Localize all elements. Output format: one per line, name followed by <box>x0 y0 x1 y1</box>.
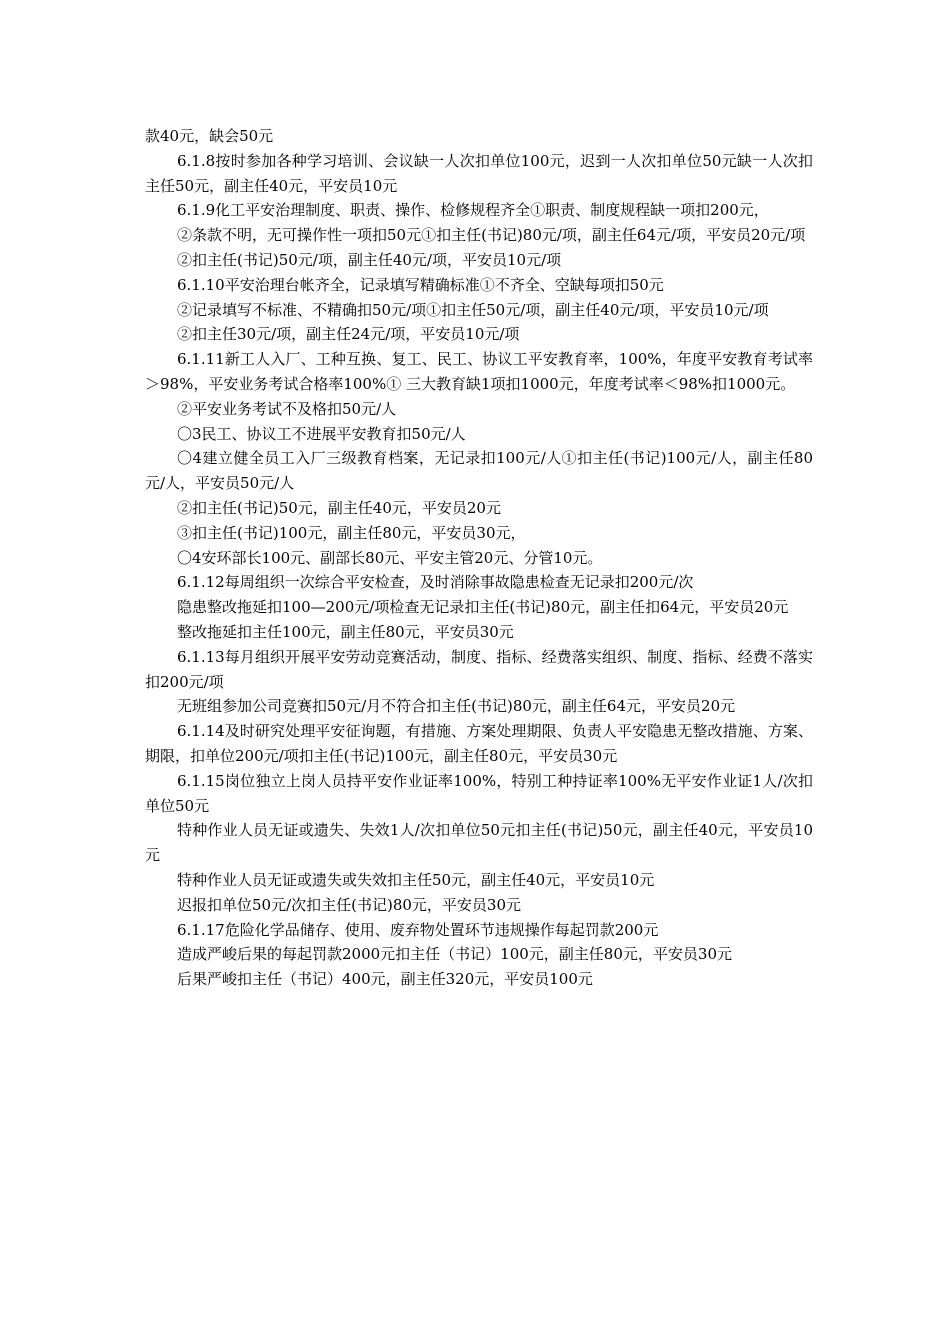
paragraph: 整改拖延扣主任100元，副主任80元，平安员30元 <box>177 622 514 641</box>
paragraph: 后果严峻扣主任（书记）400元，副主任320元，平安员100元 <box>177 970 593 989</box>
paragraph: 6.1.9化工平安治理制度、职责、操作、检修规程齐全①职责、制度规程缺一项扣200元， <box>177 201 769 220</box>
paragraph: ②平安业务考试不及格扣50元/人 <box>177 399 397 418</box>
paragraph: 〇3民工、协议工不进展平安教育扣50元/人 <box>177 424 466 443</box>
paragraph: 6.1.12每周组织一次综合平安检查，及时消除事故隐患检查无记录扣200元/次 <box>177 573 694 592</box>
paragraph: ②扣主任30元/项，副主任24元/项，平安员10元/项 <box>177 325 520 344</box>
paragraph: 隐患整改拖延扣100—200元/项检查无记录扣主任(书记)80元，副主任扣64元，平安员20元 <box>177 598 789 617</box>
paragraph: 6.1.10平安治理台帐齐全，记录填写精确标准①不齐全、空缺每项扣50元 <box>177 275 664 294</box>
paragraph: 6.1.14及时研究处理平安征询题，有措施、方案处理期限、负责人平安隐患无整改措施、方案、期限，扣单位200元/项扣主任(书记)100元，副主任80元，平安员30元 <box>145 722 813 765</box>
paragraph: ③扣主任(书记)100元，副主任80元，平安员30元， <box>177 523 526 542</box>
paragraph: 造成严峻后果的每起罚款2000元扣主任（书记）100元，副主任80元，平安员30元 <box>177 945 732 964</box>
paragraph: 款40元，缺会50元 <box>145 127 274 145</box>
paragraph: 迟报扣单位50元/次扣主任(书记)80元，平安员30元 <box>177 895 522 914</box>
paragraph: 〇4安环部长100元、副部长80元、平安主管20元、分管10元。 <box>177 548 603 567</box>
paragraph: 6.1.15岗位独立上岗人员持平安作业证率100%，特别工种持证率100%无平安作业证1人/次扣单位50元 <box>145 771 813 815</box>
paragraph: 6.1.8按时参加各种学习培训、会议缺一人次扣单位100元，迟到一人次扣单位50元缺一人次扣主任50元，副主任40元，平安员10元 <box>145 151 813 195</box>
paragraph: 无班组参加公司竞赛扣50元/月不符合扣主任(书记)80元，副主任64元，平安员20元 <box>177 697 736 716</box>
paragraph: ②扣主任(书记)50元，副主任40元，平安员20元 <box>177 498 501 517</box>
paragraph: 6.1.11新工人入厂、工种互换、复工、民工、协议工平安教育率，100%，年度平安教育考试率＞98%，平安业务考试合格率100%① 三大教育缺1项扣1000元，年度考试率＜98%扣1000元。 <box>145 350 813 393</box>
paragraph: 6.1.13每月组织开展平安劳动竞赛活动，制度、指标、经费落实组织、制度、指标、经费不落实扣200元/项 <box>145 647 813 691</box>
document-body <box>145 124 813 992</box>
paragraph: 6.1.17危险化学品储存、使用、废弃物处置环节违规操作每起罚款200元 <box>177 920 659 939</box>
paragraph: 〇4建立健全员工入厂三级教育档案，无记录扣100元/人①扣主任(书记)100元/人，副主任80元/人，平安员50元/人 <box>145 449 813 493</box>
paragraph: ②条款不明，无可操作性一项扣50元①扣主任(书记)80元/项，副主任64元/项，平安员20元/项 <box>177 226 806 245</box>
paragraph: ②记录填写不标准、不精确扣50元/项①扣主任50元/项，副主任40元/项，平安员10元/项 <box>177 300 769 319</box>
paragraph: 特种作业人员无证或遗失、失效1人/次扣单位50元扣主任(书记)50元，副主任40元，平安员10元 <box>145 821 813 865</box>
paragraph: 特种作业人员无证或遗失或失效扣主任50元，副主任40元，平安员10元 <box>177 870 655 889</box>
paragraph: ②扣主任(书记)50元/项，副主任40元/项，平安员10元/项 <box>177 250 562 269</box>
